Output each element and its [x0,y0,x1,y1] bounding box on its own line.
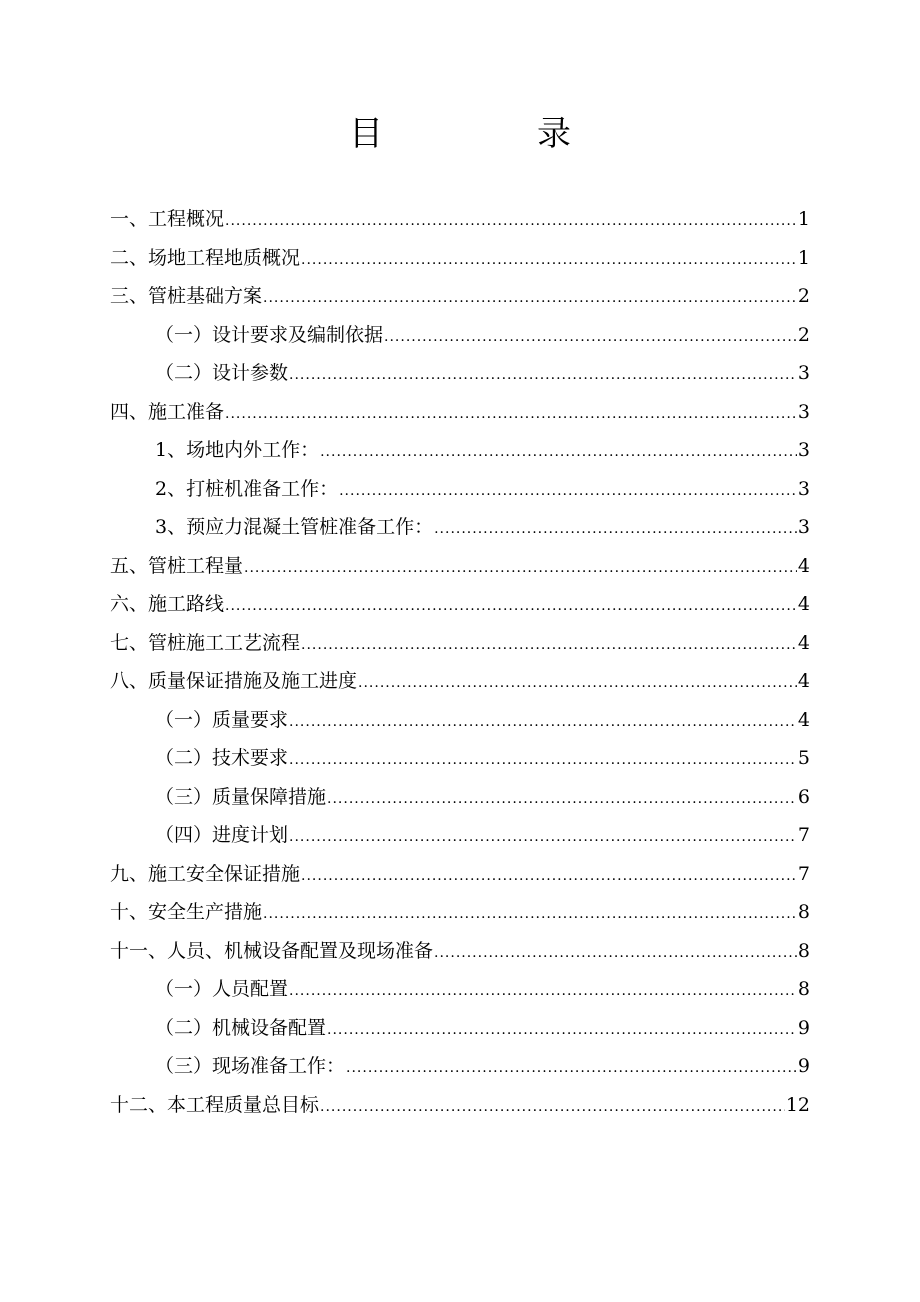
dot-leader [225,393,797,434]
dot-leader [301,239,797,280]
toc-entry[interactable] [110,816,810,855]
toc-entry[interactable] [110,354,810,393]
dot-leader [301,855,797,896]
toc-entry-label: （三）质量保障措施 [155,785,327,808]
toc-entry[interactable] [110,239,810,278]
toc-entry-label: 3、预应力混凝土管桩准备工作： [155,516,434,538]
toc-entry-page-number: 3 [797,439,810,461]
toc-entry[interactable] [110,970,810,1009]
toc-entry-page-number: 4 [797,670,810,692]
toc-entry[interactable] [110,739,810,778]
dot-leader [263,893,797,934]
dot-leader [225,200,797,241]
toc-entry[interactable] [110,508,810,547]
toc-entry[interactable] [110,1047,810,1086]
table-of-contents [110,200,810,1124]
toc-entry-label: 一、工程概况 [110,208,225,230]
toc-entry-page-number: 7 [797,824,810,846]
toc-entry-label: 十一、人员、机械设备配置及现场准备 [110,939,434,962]
page-title: 目 录 [349,114,631,154]
dot-leader [320,1086,785,1127]
toc-entry-label: 五、管桩工程量 [110,554,244,577]
dot-leader [384,316,797,357]
dot-leader [289,970,797,1011]
toc-entry-page-number: 7 [797,862,810,885]
dot-leader [320,431,797,472]
toc-entry[interactable] [110,662,810,701]
toc-entry-page-number: 8 [797,978,810,1000]
dot-leader [289,701,797,742]
toc-entry-page-number: 2 [797,323,810,346]
toc-entry-label: （一）人员配置 [155,978,289,1000]
toc-entry-label: 四、施工准备 [110,400,225,423]
toc-entry-label: 七、管桩施工工艺流程 [110,631,301,654]
toc-entry-label: 十二、本工程质量总目标 [110,1093,320,1116]
toc-entry-page-number: 3 [797,362,810,384]
toc-entry[interactable] [110,1009,810,1048]
dot-leader [434,508,797,549]
toc-entry-label: （三）现场准备工作： [155,1055,346,1077]
toc-entry[interactable] [110,393,810,432]
toc-entry[interactable] [110,431,810,470]
dot-leader [327,1009,797,1050]
dot-leader [327,778,797,819]
toc-entry-page-number: 9 [797,1016,810,1039]
toc-entry-page-number: 1 [797,208,810,230]
toc-entry-page-number: 9 [797,1055,810,1077]
toc-entry-page-number: 3 [797,400,810,423]
toc-entry[interactable] [110,1086,810,1125]
toc-entry-label: 二、场地工程地质概况 [110,246,301,269]
toc-entry[interactable] [110,855,810,894]
toc-entry-label: 十、安全生产措施 [110,901,263,923]
toc-entry-label: 2、打桩机准备工作： [155,477,339,500]
toc-entry-label: 六、施工路线 [110,593,225,615]
dot-leader [346,1047,797,1088]
toc-entry[interactable] [110,277,810,316]
dot-leader [244,547,797,588]
dot-leader [289,739,797,780]
toc-entry[interactable] [110,778,810,817]
toc-entry-page-number: 5 [797,747,810,769]
toc-entry-page-number: 4 [797,708,810,731]
toc-entry-page-number: 1 [797,246,810,269]
toc-entry[interactable] [110,585,810,624]
dot-leader [289,816,797,857]
toc-entry[interactable] [110,316,810,355]
dot-leader [263,277,797,318]
toc-entry-page-number: 8 [797,939,810,962]
dot-leader [225,585,797,626]
toc-entry-label: 三、管桩基础方案 [110,285,263,307]
toc-entry-page-number: 2 [797,285,810,307]
toc-entry-label: （一）设计要求及编制依据 [155,323,384,346]
toc-entry[interactable] [110,200,810,239]
toc-entry-label: （二）设计参数 [155,362,289,384]
toc-entry-label: 八、质量保证措施及施工进度 [110,670,358,692]
toc-entry[interactable] [110,701,810,740]
dot-leader [301,624,797,665]
toc-entry[interactable] [110,932,810,971]
dot-leader [358,662,797,703]
toc-entry[interactable] [110,893,810,932]
toc-entry[interactable] [110,470,810,509]
toc-entry-page-number: 3 [797,516,810,538]
toc-entry-page-number: 4 [797,593,810,615]
dot-leader [289,354,797,395]
toc-entry-label: 九、施工安全保证措施 [110,862,301,885]
toc-entry-page-number: 6 [797,785,810,808]
dot-leader [434,932,797,973]
toc-entry-label: 1、场地内外工作： [155,439,320,461]
toc-entry-page-number: 4 [797,554,810,577]
dot-leader [339,470,797,511]
toc-entry-page-number: 4 [797,631,810,654]
toc-entry-label: （二）机械设备配置 [155,1016,327,1039]
toc-entry-page-number: 12 [785,1093,810,1116]
toc-entry-label: （一）质量要求 [155,708,289,731]
toc-entry-label: （四）进度计划 [155,824,289,846]
toc-entry-label: （二）技术要求 [155,747,289,769]
toc-entry[interactable] [110,547,810,586]
toc-entry-page-number: 3 [797,477,810,500]
toc-entry-page-number: 8 [797,901,810,923]
toc-entry[interactable] [110,624,810,663]
